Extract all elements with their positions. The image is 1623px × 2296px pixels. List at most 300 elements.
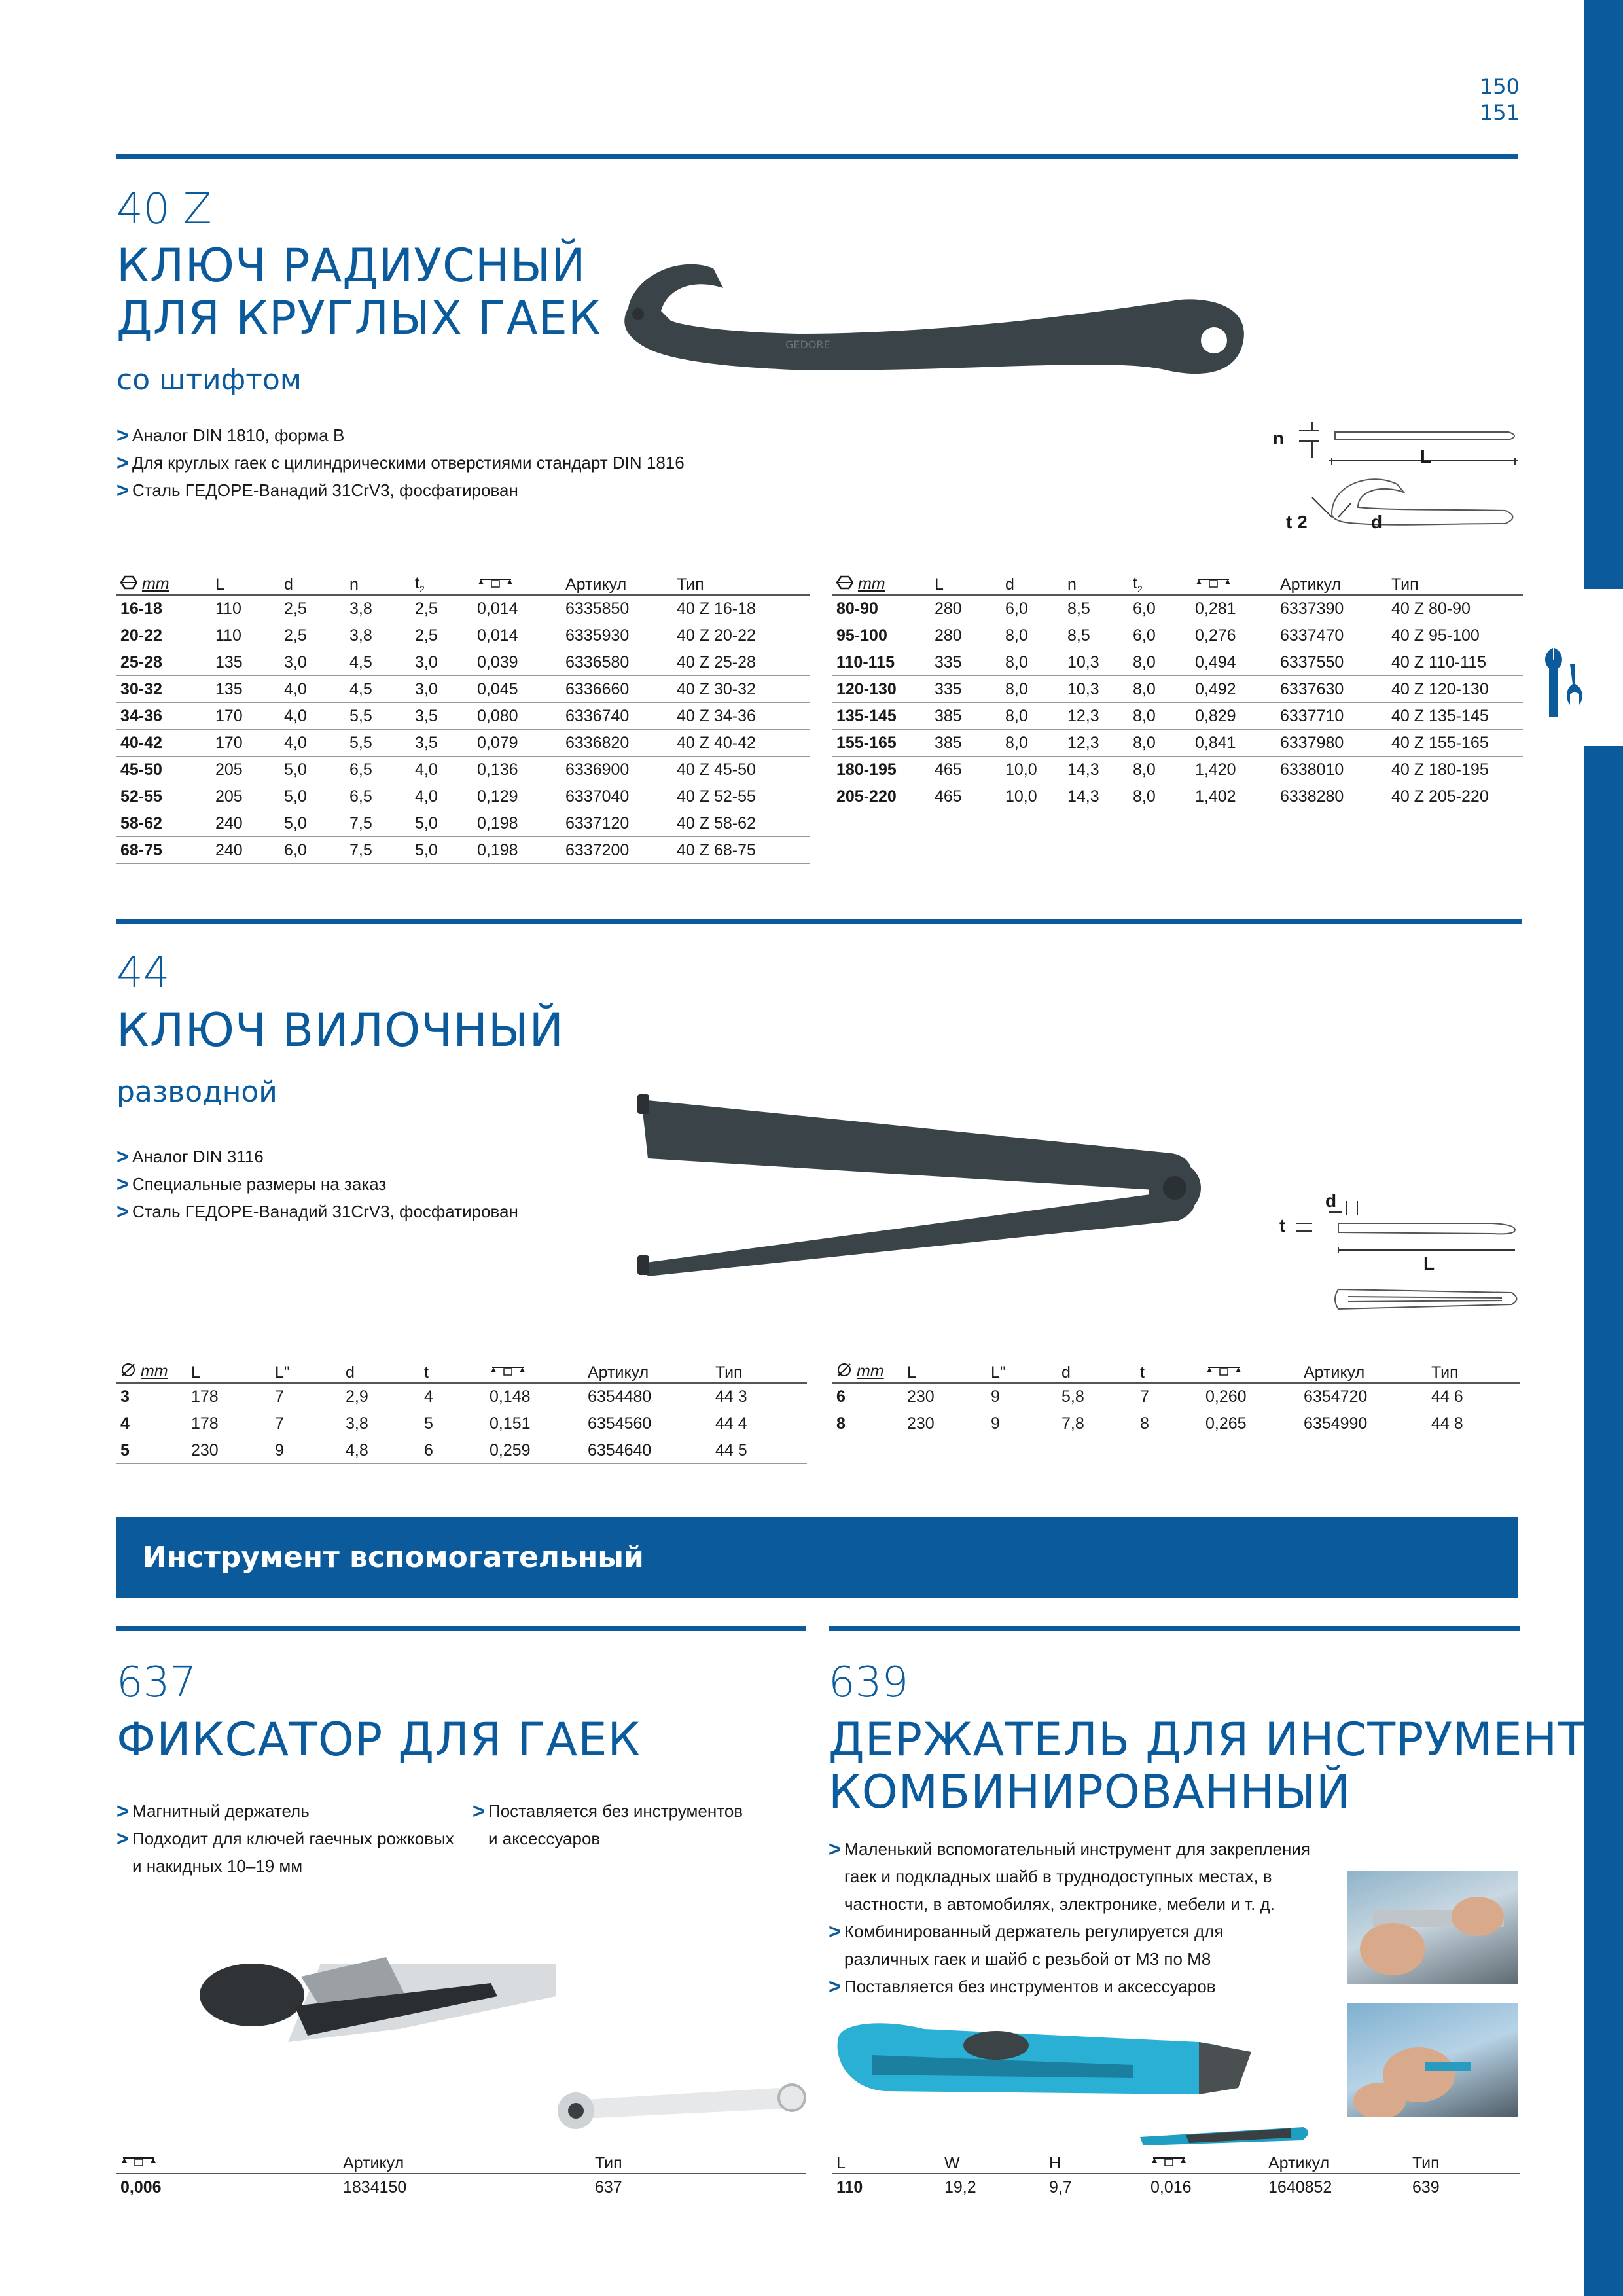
width-cell: 19,2 — [944, 2178, 976, 2197]
article-cell: 6354480 — [584, 1383, 711, 1410]
hex-size-icon — [120, 575, 137, 594]
combination-holder-image — [832, 2016, 1317, 2147]
type-cell: 44 3 — [711, 1383, 807, 1410]
length-cell: 205 — [211, 757, 280, 783]
diagram-label-t2: t 2 — [1286, 512, 1308, 532]
table-row — [116, 1383, 807, 1410]
table-header-row — [832, 1356, 1520, 1383]
length2-cell: 7 — [271, 1410, 342, 1437]
usage-photo-1 — [1347, 1871, 1518, 1984]
n-cell: 3,8 — [346, 595, 411, 622]
diameter-cell: 5 — [116, 1437, 187, 1464]
spec-table-637 — [116, 2147, 806, 2200]
table-header-row — [116, 1356, 807, 1383]
product-title-44: КЛЮЧ ВИЛОЧНЫЙ — [116, 1003, 565, 1057]
article-cell: 6336660 — [562, 676, 673, 703]
t-cell: 5,0 — [411, 810, 473, 837]
length-cell: 205 — [211, 783, 280, 810]
length-cell: 135 — [211, 676, 280, 703]
weight-cell: 1,420 — [1191, 757, 1276, 783]
d-cell: 6,0 — [280, 837, 346, 864]
n-cell: 7,5 — [346, 837, 411, 864]
spec-table-44-left — [116, 1356, 807, 1464]
scale-icon — [1150, 2154, 1187, 2173]
length-cell: 280 — [931, 595, 1001, 622]
spec-table-44-right — [832, 1356, 1520, 1437]
d-cell: 8,0 — [1001, 622, 1063, 649]
table-row — [832, 676, 1523, 703]
table-row — [832, 757, 1523, 783]
feature-list-637-col1 — [116, 1797, 457, 1880]
product-title-40z-line2: ДЛЯ КРУГЛЫХ ГАЕК — [116, 291, 601, 345]
article-cell: 6337630 — [1276, 676, 1387, 703]
n-cell: 14,3 — [1063, 783, 1129, 810]
page-number-right: 151 — [1479, 100, 1520, 125]
length-column-header: L — [187, 1356, 271, 1383]
size-cell: 58-62 — [116, 810, 211, 837]
table-row — [116, 676, 810, 703]
weight-cell: 0,148 — [486, 1383, 584, 1410]
section-banner — [116, 1517, 1518, 1598]
n-cell: 12,3 — [1063, 730, 1129, 757]
product-code-639: 639 — [829, 1659, 909, 1707]
length-cell: 110 — [211, 622, 280, 649]
height-cell: 9,7 — [1049, 2178, 1072, 2197]
table-row — [116, 1410, 807, 1437]
article-cell: 6336820 — [562, 730, 673, 757]
size-cell: 155-165 — [832, 730, 931, 757]
size-cell: 20-22 — [116, 622, 211, 649]
dimension-diagram-40z — [1273, 419, 1522, 537]
section-rule-40z — [116, 154, 1518, 159]
type-column-header: Тип — [1427, 1356, 1520, 1383]
width-column-header: W — [940, 2147, 1045, 2174]
n-cell: 14,3 — [1063, 757, 1129, 783]
table-row — [832, 730, 1523, 757]
size-cell: 34-36 — [116, 703, 211, 730]
d-cell: 4,0 — [280, 676, 346, 703]
hex-size-icon — [836, 575, 853, 594]
scale-icon — [120, 2154, 157, 2173]
t-cell: 8 — [1136, 1410, 1202, 1437]
length2-cell: 7 — [271, 1383, 342, 1410]
weight-cell: 0,039 — [473, 649, 562, 676]
type-cell: 40 Z 52-55 — [673, 783, 810, 810]
article-column-header: Артикул — [562, 568, 673, 595]
wrench-icon[interactable] — [1541, 645, 1587, 723]
section-rule-637 — [116, 1626, 806, 1631]
d-cell: 8,0 — [1001, 703, 1063, 730]
length-cell: 240 — [211, 810, 280, 837]
usage-photo-2 — [1347, 2003, 1518, 2117]
length-cell: 465 — [931, 783, 1001, 810]
d-cell: 7,8 — [1058, 1410, 1136, 1437]
hook-wrench-image — [609, 249, 1250, 406]
pin-wrench-image — [622, 1080, 1224, 1289]
length-cell: 178 — [187, 1383, 271, 1410]
type-cell: 40 Z 25-28 — [673, 649, 810, 676]
type-cell: 40 Z 120-130 — [1387, 676, 1523, 703]
article-cell: 6354640 — [584, 1437, 711, 1464]
n-cell: 6,5 — [346, 757, 411, 783]
type-cell: 40 Z 155-165 — [1387, 730, 1523, 757]
product-code-637: 637 — [116, 1659, 197, 1707]
weight-column-header — [1191, 568, 1276, 595]
type-cell: 40 Z 40-42 — [673, 730, 810, 757]
n-column-header: n — [346, 568, 411, 595]
diameter-cell: 3 — [116, 1383, 187, 1410]
diameter-cell: 4 — [116, 1410, 187, 1437]
diagram-label-d: d — [1325, 1191, 1337, 1211]
size-cell: 30-32 — [116, 676, 211, 703]
product-title-639-line2: КОМБИНИРОВАННЫЙ — [829, 1765, 1351, 1819]
article-cell: 6335930 — [562, 622, 673, 649]
feature-item: > Поставляется без инструментов и аксессуаров — [829, 1973, 1313, 2000]
type-cell: 44 5 — [711, 1437, 807, 1464]
weight-cell: 0,260 — [1202, 1383, 1300, 1410]
nut-holder-image — [190, 1944, 818, 2140]
n-cell: 10,3 — [1063, 676, 1129, 703]
table-row — [832, 595, 1523, 622]
feature-list-44 — [116, 1143, 640, 1225]
article-column-header: Артикул — [1276, 568, 1387, 595]
article-cell: 6336580 — [562, 649, 673, 676]
d-cell: 8,0 — [1001, 676, 1063, 703]
table-row — [832, 2174, 1520, 2200]
type-cell: 40 Z 135-145 — [1387, 703, 1523, 730]
d-cell: 3,8 — [342, 1410, 420, 1437]
type-column-header: Тип — [1387, 568, 1523, 595]
type-cell: 40 Z 80-90 — [1387, 595, 1523, 622]
d-cell: 5,0 — [280, 810, 346, 837]
weight-column-header — [1202, 1356, 1300, 1383]
d-cell: 5,0 — [280, 783, 346, 810]
t-cell: 2,5 — [411, 622, 473, 649]
t-cell: 3,0 — [411, 649, 473, 676]
d-cell: 5,8 — [1058, 1383, 1136, 1410]
product-code-40z: 40 Z — [116, 185, 212, 234]
table-header-row — [832, 568, 1523, 595]
weight-column-header — [486, 1356, 584, 1383]
article-column-header: Артикул — [339, 2147, 591, 2174]
length-column-header: L — [903, 1356, 987, 1383]
feature-item: > Сталь ГЕДОРЕ-Ванадий 31CrV3, фосфатирован — [116, 1198, 640, 1225]
feature-item: > Маленький вспомогательный инструмент для закрепления гаек и подкладных шайб в труднодоступных местах, в частности, в автомобилях, электронике, мебели и т. д. — [829, 1835, 1313, 1918]
t-cell: 8,0 — [1129, 783, 1191, 810]
article-cell: 6337470 — [1276, 622, 1387, 649]
length-column-header: L — [931, 568, 1001, 595]
size-cell: 180-195 — [832, 757, 931, 783]
type-cell: 40 Z 58-62 — [673, 810, 810, 837]
article-cell: 6336740 — [562, 703, 673, 730]
size-column-header: mm — [116, 568, 211, 595]
length-cell: 135 — [211, 649, 280, 676]
type-cell: 40 Z 30-32 — [673, 676, 810, 703]
article-cell: 6338010 — [1276, 757, 1387, 783]
diameter-icon — [120, 1362, 136, 1382]
type-cell: 44 8 — [1427, 1410, 1520, 1437]
t-cell: 4,0 — [411, 783, 473, 810]
feature-item: > Для круглых гаек с цилиндрическими отверстиями стандарт DIN 1816 — [116, 449, 705, 476]
feature-item: > Подходит для ключей гаечных рожковых и накидных 10–19 мм — [116, 1825, 457, 1880]
t-column-header: t — [1136, 1356, 1202, 1383]
sidebar-bar-bottom — [1584, 746, 1623, 2296]
type-cell: 639 — [1412, 2178, 1440, 2197]
diagram-label-d: d — [1371, 512, 1383, 532]
length2-column-header: L" — [271, 1356, 342, 1383]
n-cell: 8,5 — [1063, 595, 1129, 622]
article-column-header: Артикул — [584, 1356, 711, 1383]
length-cell: 110 — [836, 2178, 863, 2197]
table-row — [116, 837, 810, 864]
weight-cell: 0,045 — [473, 676, 562, 703]
n-cell: 3,8 — [346, 622, 411, 649]
t-cell: 3,5 — [411, 703, 473, 730]
product-title-40z-line1: КЛЮЧ РАДИУСНЫЙ — [116, 239, 586, 293]
table-header-row — [116, 568, 810, 595]
weight-column-header — [116, 2147, 339, 2174]
weight-cell: 0,492 — [1191, 676, 1276, 703]
size-cell: 45-50 — [116, 757, 211, 783]
weight-cell: 0,494 — [1191, 649, 1276, 676]
article-cell: 6354720 — [1300, 1383, 1427, 1410]
length2-cell: 9 — [987, 1410, 1058, 1437]
feature-item: > Специальные размеры на заказ — [116, 1170, 640, 1198]
d-cell: 8,0 — [1001, 730, 1063, 757]
n-cell: 6,5 — [346, 783, 411, 810]
n-cell: 4,5 — [346, 676, 411, 703]
weight-cell: 0,198 — [473, 810, 562, 837]
article-cell: 6337980 — [1276, 730, 1387, 757]
product-code-44: 44 — [116, 949, 170, 997]
table-header-row — [116, 2147, 806, 2174]
d-cell: 5,0 — [280, 757, 346, 783]
weight-cell: 0,151 — [486, 1410, 584, 1437]
feature-item: > Аналог DIN 3116 — [116, 1143, 640, 1170]
page-numbers — [1480, 73, 1520, 126]
sidebar-bar-top — [1584, 0, 1623, 589]
d-cell: 4,0 — [280, 703, 346, 730]
t-cell: 8,0 — [1129, 730, 1191, 757]
page-number-left: 150 — [1479, 74, 1520, 99]
d-cell: 10,0 — [1001, 783, 1063, 810]
d-cell: 10,0 — [1001, 757, 1063, 783]
table-row — [116, 703, 810, 730]
n-cell: 5,5 — [346, 730, 411, 757]
n-cell: 8,5 — [1063, 622, 1129, 649]
table-row — [116, 2174, 806, 2200]
table-row — [116, 810, 810, 837]
type-column-header: Тип — [711, 1356, 807, 1383]
size-cell: 40-42 — [116, 730, 211, 757]
length-cell: 385 — [931, 703, 1001, 730]
size-cell: 120-130 — [832, 676, 931, 703]
size-cell: 52-55 — [116, 783, 211, 810]
size-cell: 135-145 — [832, 703, 931, 730]
type-cell: 40 Z 95-100 — [1387, 622, 1523, 649]
size-cell: 110-115 — [832, 649, 931, 676]
t-cell: 2,5 — [411, 595, 473, 622]
size-cell: 68-75 — [116, 837, 211, 864]
d-column-header: d — [1001, 568, 1063, 595]
weight-column-header — [473, 568, 562, 595]
feature-list-639 — [829, 1835, 1313, 2000]
product-subtitle-44: разводной — [116, 1075, 277, 1109]
diagram-label-L: L — [1423, 1253, 1435, 1274]
feature-list-40z — [116, 422, 705, 504]
feature-item: > Сталь ГЕДОРЕ-Ванадий 31CrV3, фосфатирован — [116, 476, 705, 504]
type-cell: 40 Z 110-115 — [1387, 649, 1523, 676]
length-cell: 170 — [211, 703, 280, 730]
svg-text:GEDORE: GEDORE — [785, 338, 830, 351]
length-cell: 280 — [931, 622, 1001, 649]
article-cell: 6337550 — [1276, 649, 1387, 676]
d-column-header: d — [280, 568, 346, 595]
feature-item: > Поставляется без инструментов и аксессуаров — [473, 1797, 747, 1852]
length-cell: 170 — [211, 730, 280, 757]
t-cell: 7 — [1136, 1383, 1202, 1410]
size-cell: 80-90 — [832, 595, 931, 622]
article-cell: 6354990 — [1300, 1410, 1427, 1437]
table-row — [116, 595, 810, 622]
table-row — [832, 622, 1523, 649]
weight-cell: 1,402 — [1191, 783, 1276, 810]
article-cell: 6337710 — [1276, 703, 1387, 730]
diagram-label-t: t — [1279, 1215, 1286, 1236]
t-column-header: t — [420, 1356, 486, 1383]
d-cell: 4,0 — [280, 730, 346, 757]
weight-cell: 0,841 — [1191, 730, 1276, 757]
size-cell: 16-18 — [116, 595, 211, 622]
d-column-header: d — [342, 1356, 420, 1383]
weight-cell: 0,080 — [473, 703, 562, 730]
weight-cell: 0,006 — [120, 2178, 162, 2197]
article-cell: 6337120 — [562, 810, 673, 837]
scale-icon — [1205, 1363, 1242, 1382]
scale-icon — [1195, 575, 1232, 594]
d-cell: 2,5 — [280, 622, 346, 649]
size-cell: 95-100 — [832, 622, 931, 649]
n-cell: 12,3 — [1063, 703, 1129, 730]
section-rule-44 — [116, 919, 1522, 924]
weight-cell: 0,014 — [473, 622, 562, 649]
article-cell: 6354560 — [584, 1410, 711, 1437]
table-row — [116, 1437, 807, 1464]
weight-cell: 0,276 — [1191, 622, 1276, 649]
article-column-header: Артикул — [1264, 2147, 1408, 2174]
t-cell: 4 — [420, 1383, 486, 1410]
type-cell: 40 Z 16-18 — [673, 595, 810, 622]
article-cell: 6335850 — [562, 595, 673, 622]
type-cell: 40 Z 68-75 — [673, 837, 810, 864]
length-column-header: L — [211, 568, 280, 595]
type-cell: 40 Z 205-220 — [1387, 783, 1523, 810]
t-cell: 8,0 — [1129, 757, 1191, 783]
length-cell: 385 — [931, 730, 1001, 757]
type-cell: 44 6 — [1427, 1383, 1520, 1410]
weight-cell: 0,281 — [1191, 595, 1276, 622]
table-row — [116, 649, 810, 676]
spec-table-40z-right — [832, 568, 1523, 810]
diameter-icon — [836, 1362, 852, 1382]
product-subtitle-40z: со штифтом — [116, 363, 302, 397]
d-cell: 8,0 — [1001, 649, 1063, 676]
t-cell: 6,0 — [1129, 595, 1191, 622]
length2-cell: 9 — [271, 1437, 342, 1464]
height-column-header: H — [1045, 2147, 1147, 2174]
t-column-header: $t_2$ — [1129, 568, 1191, 595]
weight-cell: 0,014 — [473, 595, 562, 622]
n-cell: 5,5 — [346, 703, 411, 730]
t-cell: 8,0 — [1129, 703, 1191, 730]
diameter-cell: 8 — [832, 1410, 903, 1437]
table-row — [832, 703, 1523, 730]
n-column-header: n — [1063, 568, 1129, 595]
article-cell: 1640852 — [1268, 2178, 1332, 2197]
weight-cell: 0,198 — [473, 837, 562, 864]
table-row — [116, 757, 810, 783]
feature-item: > Магнитный держатель — [116, 1797, 457, 1825]
type-cell: 44 4 — [711, 1410, 807, 1437]
weight-cell: 0,259 — [486, 1437, 584, 1464]
t-cell: 8,0 — [1129, 649, 1191, 676]
weight-cell: 0,136 — [473, 757, 562, 783]
type-cell: 40 Z 45-50 — [673, 757, 810, 783]
t-cell: 8,0 — [1129, 676, 1191, 703]
article-column-header: Артикул — [1300, 1356, 1427, 1383]
type-column-header: Тип — [1408, 2147, 1520, 2174]
t-cell: 5,0 — [411, 837, 473, 864]
weight-cell: 0,129 — [473, 783, 562, 810]
length-column-header: L — [832, 2147, 940, 2174]
diameter-column-header: mm — [116, 1356, 187, 1383]
article-cell: 6336900 — [562, 757, 673, 783]
table-row — [832, 1383, 1520, 1410]
type-column-header: Тип — [673, 568, 810, 595]
scale-icon — [477, 575, 514, 594]
length-cell: 178 — [187, 1410, 271, 1437]
table-row — [116, 783, 810, 810]
length-cell: 110 — [211, 595, 280, 622]
length-cell: 465 — [931, 757, 1001, 783]
product-title-637: ФИКСАТОР ДЛЯ ГАЕК — [116, 1713, 641, 1767]
product-title-639-line1: ДЕРЖАТЕЛЬ ДЛЯ ИНСТРУМЕНТА — [829, 1713, 1618, 1767]
d-cell: 3,0 — [280, 649, 346, 676]
diagram-label-L: L — [1420, 446, 1432, 467]
article-cell: 6337390 — [1276, 595, 1387, 622]
article-cell: 6337200 — [562, 837, 673, 864]
section-banner-title: Инструмент вспомогательный — [143, 1541, 644, 1574]
type-cell: 40 Z 20-22 — [673, 622, 810, 649]
length-cell: 335 — [931, 676, 1001, 703]
diameter-cell: 6 — [832, 1383, 903, 1410]
t-cell: 6 — [420, 1437, 486, 1464]
weight-cell: 0,829 — [1191, 703, 1276, 730]
article-cell: 6337040 — [562, 783, 673, 810]
n-cell: 4,5 — [346, 649, 411, 676]
d-cell: 4,8 — [342, 1437, 420, 1464]
size-cell: 25-28 — [116, 649, 211, 676]
article-cell: 1834150 — [343, 2178, 407, 2197]
article-cell: 6338280 — [1276, 783, 1387, 810]
section-rule-639 — [829, 1626, 1520, 1631]
length2-cell: 9 — [987, 1383, 1058, 1410]
table-row — [116, 730, 810, 757]
length-cell: 230 — [187, 1437, 271, 1464]
t-cell: 3,5 — [411, 730, 473, 757]
feature-item: > Аналог DIN 1810, форма B — [116, 422, 705, 449]
length-cell: 240 — [211, 837, 280, 864]
